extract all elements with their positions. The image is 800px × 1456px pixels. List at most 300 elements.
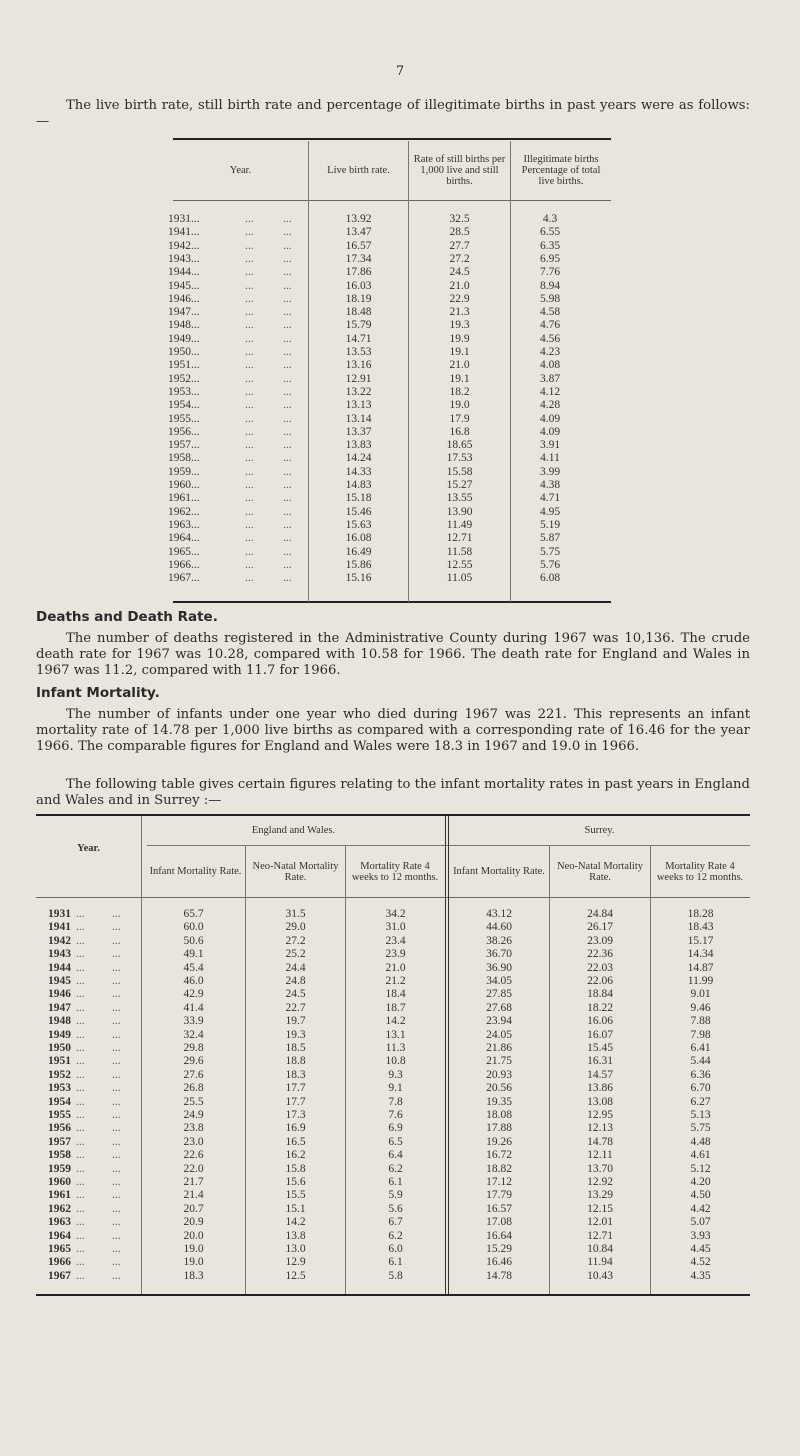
year-cell: 1959... [168, 465, 200, 478]
rate-cell: 19.0 [183, 1243, 204, 1255]
rate-cell: 34.05 [486, 975, 512, 987]
year-cell: 1953 [48, 1082, 71, 1095]
leader-dots: ... [245, 239, 254, 252]
rate-cell: 6.0 [388, 1243, 403, 1255]
rate-cell: 19.35 [486, 1095, 512, 1108]
table-bottom-rule [173, 601, 611, 603]
year-cell: 1952... [168, 372, 200, 385]
table-row [0, 253, 800, 266]
leader-dots: ... [283, 492, 292, 505]
table-top-rule [36, 814, 750, 816]
year-cell: 1948 [48, 1015, 71, 1028]
rate-cell: 19.3 [285, 1028, 306, 1041]
leader-dots: ... [112, 1001, 121, 1014]
year-cell: 1951... [168, 359, 200, 372]
table-row [0, 1189, 800, 1202]
still-birth-rate-cell: 19.1 [449, 372, 470, 385]
rate-cell: 31.5 [285, 908, 306, 920]
intro-text: The live birth rate, still birth rate and percentage of illegitimate births in past years were as follows:— [36, 98, 750, 129]
rate-cell: 11.94 [587, 1256, 613, 1269]
rate-cell: 18.7 [385, 1001, 406, 1014]
illegitimate-pct-cell: 3.99 [539, 465, 561, 478]
rate-cell: 24.05 [486, 1028, 512, 1041]
live-birth-rate-cell: 16.03 [345, 279, 372, 292]
leader-dots: ... [283, 558, 292, 571]
column-divider [448, 816, 449, 1294]
still-birth-rate-cell: 19.1 [449, 346, 470, 358]
rate-cell: 60.0 [183, 921, 204, 934]
leader-dots: ... [245, 532, 254, 545]
header-year: Year. [229, 165, 252, 176]
year-cell: 1964... [168, 532, 200, 545]
still-birth-rate-cell: 24.5 [449, 266, 470, 279]
still-birth-rate-cell: 18.65 [446, 439, 473, 452]
rate-cell: 13.86 [587, 1082, 613, 1095]
year-cell: 1957... [168, 439, 200, 452]
table-row [0, 975, 800, 988]
year-cell: 1966... [168, 558, 200, 571]
year-cell: 1931 [48, 908, 71, 920]
group-rule [147, 845, 750, 846]
column-divider [650, 846, 651, 1294]
live-birth-rate-cell: 12.91 [345, 372, 372, 385]
leader-dots: ... [76, 1028, 85, 1041]
leader-dots: ... [76, 1189, 85, 1202]
live-birth-rate-cell: 14.33 [345, 465, 372, 478]
year-cell: 1944... [168, 266, 200, 279]
year-cell: 1942 [48, 934, 71, 947]
leader-dots: ... [283, 319, 292, 332]
leader-dots: ... [112, 1162, 121, 1175]
still-birth-rate-cell: 19.3 [449, 319, 470, 332]
deaths-heading: Deaths and Death Rate. [36, 609, 218, 625]
live-birth-rate-cell: 13.92 [345, 213, 372, 225]
year-cell: 1954 [48, 1095, 71, 1108]
table-row [0, 492, 800, 505]
table-row [0, 306, 800, 319]
year-cell: 1943 [48, 948, 71, 961]
rate-cell: 18.3 [285, 1068, 306, 1081]
table-row [0, 319, 800, 332]
year-cell: 1956... [168, 425, 200, 438]
year-cell: 1966 [48, 1256, 71, 1269]
leader-dots: ... [112, 1189, 121, 1202]
table-row [0, 921, 800, 934]
rate-cell: 23.8 [183, 1122, 204, 1135]
rate-cell: 25.5 [183, 1095, 204, 1108]
table-row [0, 1149, 800, 1162]
rate-cell: 16.5 [285, 1135, 306, 1148]
leader-dots: ... [245, 372, 254, 385]
still-birth-rate-cell: 28.5 [449, 226, 470, 239]
rate-cell: 29.8 [183, 1042, 204, 1054]
rate-cell: 11.3 [385, 1042, 406, 1054]
rate-cell: 6.2 [388, 1162, 403, 1175]
leader-dots: ... [112, 1122, 121, 1135]
rate-cell: 9.01 [690, 988, 711, 1001]
rate-cell: 44.60 [486, 921, 512, 934]
rate-cell: 22.6 [183, 1149, 204, 1162]
rate-cell: 12.95 [587, 1109, 613, 1121]
table-bottom-rule [36, 1294, 750, 1296]
rate-cell: 27.85 [486, 988, 512, 1001]
illegitimate-pct-cell: 5.98 [539, 292, 561, 305]
live-birth-rate-cell: 17.86 [345, 266, 372, 279]
rate-cell: 18.84 [587, 988, 613, 1001]
illegitimate-pct-cell: 4.71 [539, 492, 561, 505]
table-row [0, 962, 800, 975]
rate-cell: 4.42 [690, 1202, 711, 1215]
leader-dots: ... [112, 961, 121, 974]
infant-paragraph [36, 707, 750, 755]
rate-cell: 41.4 [183, 1001, 204, 1014]
rate-cell: 14.2 [285, 1216, 306, 1229]
table-row [0, 1256, 800, 1269]
table-row [0, 293, 800, 306]
leader-dots: ... [283, 252, 292, 265]
table-row [0, 359, 800, 372]
rate-cell: 25.2 [285, 948, 306, 961]
live-birth-rate-cell: 15.86 [345, 558, 372, 571]
rate-cell: 23.0 [183, 1135, 204, 1148]
column-divider [345, 846, 346, 1294]
rate-cell: 43.12 [486, 908, 512, 920]
leader-dots: ... [283, 465, 292, 478]
live-birth-rate-cell: 15.18 [345, 492, 372, 505]
rate-cell: 24.5 [285, 988, 306, 1001]
leader-dots: ... [112, 1243, 121, 1255]
year-cell: 1941 [48, 921, 71, 934]
year-cell: 1962 [48, 1202, 71, 1215]
header-illegitimate-births: Illegitimate births Percentage of total live births. [521, 154, 601, 187]
rate-cell: 21.7 [183, 1176, 204, 1188]
rate-cell: 17.3 [285, 1109, 306, 1121]
rate-cell: 13.0 [285, 1243, 306, 1255]
table-row [0, 399, 800, 412]
rate-cell: 18.43 [687, 921, 714, 934]
header-surrey-neonatal: Neo-Natal Mortality Rate. [556, 860, 643, 883]
rate-cell: 13.29 [587, 1189, 613, 1202]
header-surrey-4wk-12m: Mortality Rate 4 weeks to 12 months. [656, 860, 744, 883]
column-divider [549, 846, 550, 1294]
leader-dots: ... [245, 439, 254, 452]
leader-dots: ... [76, 1256, 85, 1269]
year-cell: 1960... [168, 479, 200, 491]
table-row [0, 1230, 800, 1243]
leader-dots: ... [76, 1068, 85, 1081]
live-birth-rate-cell: 15.63 [345, 518, 372, 531]
still-birth-rate-cell: 22.9 [449, 292, 470, 305]
leader-dots: ... [283, 505, 292, 518]
rate-cell: 49.1 [183, 948, 204, 961]
rate-cell: 18.3 [183, 1269, 204, 1282]
leader-dots: ... [76, 921, 85, 934]
year-cell: 1953... [168, 385, 200, 398]
leader-dots: ... [112, 975, 121, 987]
year-cell: 1963 [48, 1216, 71, 1229]
year-cell: 1949 [48, 1028, 71, 1041]
illegitimate-pct-cell: 4.12 [539, 385, 561, 398]
rate-cell: 18.5 [285, 1042, 306, 1054]
illegitimate-pct-cell: 3.91 [539, 439, 561, 452]
live-birth-rate-cell: 15.46 [345, 505, 372, 518]
leader-dots: ... [112, 1095, 121, 1108]
table-row [0, 479, 800, 492]
rate-cell: 24.4 [285, 961, 306, 974]
rate-cell: 15.6 [285, 1176, 306, 1188]
leader-dots: ... [245, 545, 254, 558]
rate-cell: 6.2 [388, 1229, 403, 1242]
rate-cell: 6.7 [388, 1216, 403, 1229]
rate-cell: 18.82 [486, 1162, 512, 1175]
still-birth-rate-cell: 21.0 [449, 359, 470, 372]
rate-cell: 12.92 [587, 1176, 613, 1188]
rate-cell: 15.17 [687, 934, 714, 947]
leader-dots: ... [76, 1001, 85, 1014]
leader-dots: ... [112, 1068, 121, 1081]
rate-cell: 21.75 [486, 1055, 512, 1068]
leader-dots: ... [283, 279, 292, 292]
table-row [0, 1082, 800, 1095]
rate-cell: 5.75 [690, 1122, 711, 1135]
leader-dots: ... [245, 479, 254, 491]
table-row [0, 559, 800, 572]
header-still-birth-rate: Rate of still births per 1,000 live and still births. [413, 154, 506, 187]
year-cell: 1943... [168, 252, 200, 265]
year-cell: 1955 [48, 1109, 71, 1121]
rate-cell: 13.70 [587, 1162, 613, 1175]
table-row [0, 572, 800, 585]
still-birth-rate-cell: 13.55 [446, 492, 473, 505]
leader-dots: ... [76, 1229, 85, 1242]
leader-dots: ... [112, 1109, 121, 1121]
header-ew-4wk-12m: Mortality Rate 4 weeks to 12 months. [351, 860, 439, 883]
rate-cell: 20.0 [183, 1229, 204, 1242]
table-row [0, 532, 800, 545]
leader-dots: ... [245, 306, 254, 319]
leader-dots: ... [283, 425, 292, 438]
rate-cell: 26.17 [587, 921, 613, 934]
year-cell: 1963... [168, 518, 200, 531]
live-birth-rate-cell: 13.53 [345, 346, 372, 358]
table-row [0, 373, 800, 386]
table-row [0, 1015, 800, 1028]
year-cell: 1964 [48, 1229, 71, 1242]
rate-cell: 23.4 [385, 934, 406, 947]
year-cell: 1960 [48, 1176, 71, 1188]
illegitimate-pct-cell: 4.76 [539, 319, 561, 332]
live-birth-rate-cell: 13.16 [345, 359, 372, 372]
year-cell: 1945... [168, 279, 200, 292]
rate-cell: 14.87 [687, 961, 714, 974]
leader-dots: ... [76, 1042, 85, 1054]
rate-cell: 18.22 [587, 1001, 613, 1014]
still-birth-rate-cell: 12.71 [446, 532, 473, 545]
rate-cell: 32.4 [183, 1028, 204, 1041]
table-row [0, 240, 800, 253]
still-birth-rate-cell: 21.3 [449, 306, 470, 319]
rate-cell: 14.34 [687, 948, 714, 961]
year-cell: 1950 [48, 1042, 71, 1054]
header-rule [173, 200, 611, 201]
rate-cell: 7.8 [388, 1095, 403, 1108]
leader-dots: ... [112, 1256, 121, 1269]
table-row [0, 333, 800, 346]
leader-dots: ... [112, 1055, 121, 1068]
illegitimate-pct-cell: 4.09 [539, 412, 561, 425]
rate-cell: 34.2 [385, 908, 406, 920]
leader-dots: ... [245, 518, 254, 531]
rate-cell: 22.36 [587, 948, 613, 961]
table-intro-paragraph [36, 777, 750, 809]
rate-cell: 5.13 [690, 1109, 711, 1121]
table-row [0, 1122, 800, 1135]
rate-cell: 20.93 [486, 1068, 512, 1081]
leader-dots: ... [245, 505, 254, 518]
leader-dots: ... [76, 1202, 85, 1215]
rate-cell: 12.5 [285, 1269, 306, 1282]
rate-cell: 10.8 [385, 1055, 406, 1068]
leader-dots: ... [112, 1216, 121, 1229]
leader-dots: ... [245, 558, 254, 571]
leader-dots: ... [283, 545, 292, 558]
table-row [0, 1109, 800, 1122]
rate-cell: 24.84 [587, 908, 613, 920]
illegitimate-pct-cell: 4.23 [539, 346, 561, 358]
live-birth-rate-cell: 16.57 [345, 239, 372, 252]
table-row [0, 1096, 800, 1109]
table-row [0, 266, 800, 279]
leader-dots: ... [245, 319, 254, 332]
rate-cell: 29.6 [183, 1055, 204, 1068]
table-row [0, 519, 800, 532]
still-birth-rate-cell: 21.0 [449, 279, 470, 292]
header-surrey: Surrey. [584, 824, 615, 836]
rate-cell: 22.06 [587, 975, 613, 987]
table-row [0, 546, 800, 559]
still-birth-rate-cell: 18.2 [449, 385, 470, 398]
leader-dots: ... [112, 1269, 121, 1282]
leader-dots: ... [283, 346, 292, 358]
rate-cell: 12.01 [587, 1216, 613, 1229]
leader-dots: ... [245, 572, 254, 585]
still-birth-rate-cell: 11.05 [446, 572, 473, 585]
year-cell: 1967 [48, 1269, 71, 1282]
year-cell: 1967... [168, 572, 200, 585]
rate-cell: 12.9 [285, 1256, 306, 1269]
rate-cell: 31.0 [385, 921, 406, 934]
leader-dots: ... [283, 572, 292, 585]
year-cell: 1931... [168, 213, 200, 225]
rate-cell: 9.46 [690, 1001, 711, 1014]
page-number: 7 [395, 64, 405, 79]
table-row [0, 386, 800, 399]
deaths-text: The number of deaths registered in the Administrative County during 1967 was 10,136. The crude death rate for 1967 was 10.28, compared with 10.58 for 1966. The death rate for England and Wales in 1967 was 11.2, compared with 11.7 for 1966. [36, 631, 750, 678]
table-row [0, 426, 800, 439]
rate-cell: 6.36 [690, 1068, 711, 1081]
rate-cell: 23.9 [385, 948, 406, 961]
year-cell: 1951 [48, 1055, 71, 1068]
rate-cell: 5.6 [388, 1202, 403, 1215]
leader-dots: ... [283, 213, 292, 225]
leader-dots: ... [283, 292, 292, 305]
table-row [0, 226, 800, 239]
rate-cell: 17.08 [486, 1216, 512, 1229]
still-birth-rate-cell: 27.2 [449, 252, 470, 265]
still-birth-rate-cell: 11.49 [446, 518, 473, 531]
year-cell: 1958... [168, 452, 200, 465]
year-cell: 1944 [48, 961, 71, 974]
still-birth-rate-cell: 19.0 [449, 399, 470, 412]
still-birth-rate-cell: 13.90 [446, 505, 473, 518]
rate-cell: 24.9 [183, 1109, 204, 1121]
rate-cell: 21.0 [385, 961, 406, 974]
rate-cell: 4.48 [690, 1135, 711, 1148]
live-birth-rate-cell: 17.34 [345, 252, 372, 265]
table-row [0, 908, 800, 921]
leader-dots: ... [112, 1082, 121, 1095]
rate-cell: 13.8 [285, 1229, 306, 1242]
table-row [0, 1069, 800, 1082]
table-row [0, 213, 800, 226]
table-row [0, 1042, 800, 1055]
illegitimate-pct-cell: 6.08 [539, 572, 561, 585]
leader-dots: ... [245, 346, 254, 358]
rate-cell: 16.9 [285, 1122, 306, 1135]
rate-cell: 6.5 [388, 1135, 403, 1148]
rate-cell: 24.8 [285, 975, 306, 987]
leader-dots: ... [112, 1042, 121, 1054]
leader-dots: ... [76, 1095, 85, 1108]
rate-cell: 18.8 [285, 1055, 306, 1068]
leader-dots: ... [245, 465, 254, 478]
rate-cell: 10.43 [587, 1269, 613, 1282]
leader-dots: ... [283, 399, 292, 412]
rate-cell: 65.7 [183, 908, 204, 920]
rate-cell: 6.1 [388, 1176, 403, 1188]
rate-cell: 11.99 [687, 975, 714, 987]
still-birth-rate-cell: 27.7 [449, 239, 470, 252]
rate-cell: 14.57 [587, 1068, 613, 1081]
rate-cell: 38.26 [486, 934, 512, 947]
leader-dots: ... [76, 948, 85, 961]
year-cell: 1956 [48, 1122, 71, 1135]
leader-dots: ... [76, 1109, 85, 1121]
still-birth-rate-cell: 11.58 [446, 545, 473, 558]
illegitimate-pct-cell: 4.95 [539, 505, 561, 518]
rate-cell: 4.61 [690, 1149, 711, 1162]
rate-cell: 12.13 [587, 1122, 613, 1135]
rate-cell: 29.0 [285, 921, 306, 934]
rate-cell: 6.9 [388, 1122, 403, 1135]
rate-cell: 20.9 [183, 1216, 204, 1229]
leader-dots: ... [283, 266, 292, 279]
rate-cell: 36.90 [486, 961, 512, 974]
rate-cell: 22.03 [587, 961, 613, 974]
table-row [0, 452, 800, 465]
illegitimate-pct-cell: 4.56 [539, 332, 561, 345]
illegitimate-pct-cell: 4.28 [539, 399, 561, 412]
rate-cell: 22.0 [183, 1162, 204, 1175]
leader-dots: ... [112, 988, 121, 1001]
rate-cell: 42.9 [183, 988, 204, 1001]
rate-cell: 18.4 [385, 988, 406, 1001]
rate-cell: 36.70 [486, 948, 512, 961]
rate-cell: 12.15 [587, 1202, 613, 1215]
year-cell: 1947 [48, 1001, 71, 1014]
year-cell: 1942... [168, 239, 200, 252]
header-ew-infant: Infant Mortality Rate. [149, 866, 242, 877]
